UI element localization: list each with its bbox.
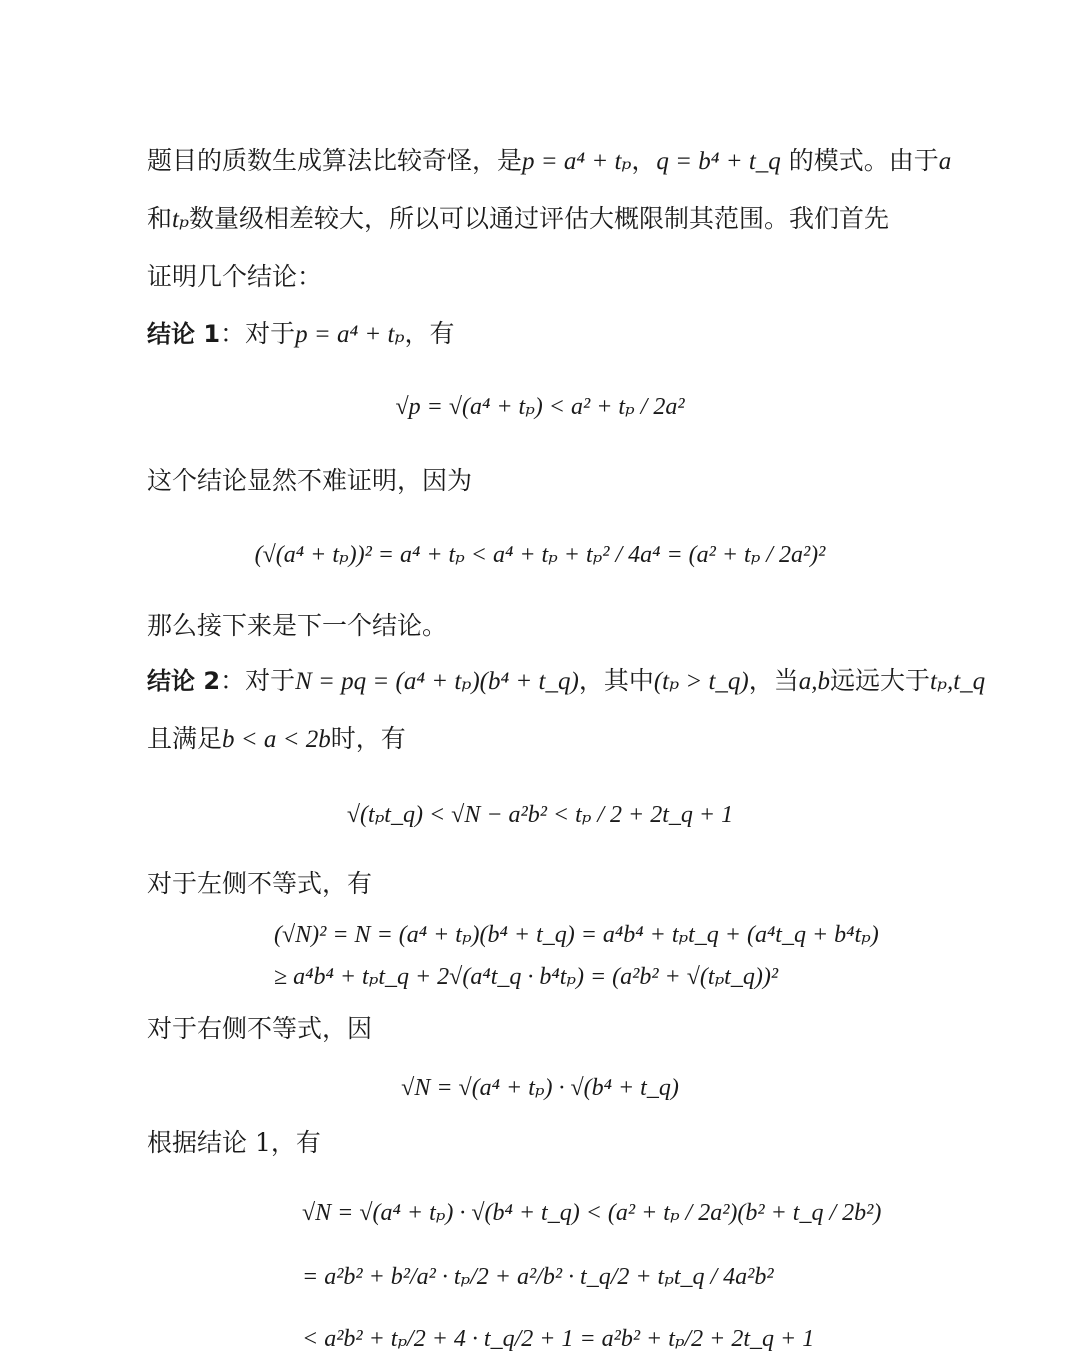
conclusion-2-label: 结论 2 bbox=[147, 667, 221, 695]
transition-text: 那么接下来是下一个结论。 bbox=[147, 611, 448, 640]
right-ineq-formula: √N = √(a⁴ + tₚ) · √(b⁴ + t_q) bbox=[401, 1075, 679, 1101]
left-ineq-line-1: (√N)² = N = (a⁴ + tₚ)(b⁴ + t_q) = a⁴b⁴ + tₚt_q + (a⁴t_q + b⁴tₚ) bbox=[274, 922, 879, 948]
by-conclusion-1: 根据结论 1，有 bbox=[147, 1128, 321, 1157]
left-ineq-intro: 对于左侧不等式，有 bbox=[147, 869, 373, 898]
conclusion-1-statement: 结论 1：对于p = a⁴ + tₚ，有 bbox=[147, 319, 455, 348]
right-ineq-intro: 对于右侧不等式，因 bbox=[147, 1014, 373, 1043]
math-p-def: p = a⁴ + tₚ bbox=[522, 148, 632, 175]
right-ineq-line-3: < a²b² + tₚ/2 + 4 · t_q/2 + 1 = a²b² + tₚ/2 + 2t_q + 1 bbox=[302, 1326, 815, 1352]
conclusion-1-proof-intro: 这个结论显然不难证明，因为 bbox=[147, 466, 473, 495]
conclusion-2-statement: 结论 2：对于N = pq = (a⁴ + tₚ)(b⁴ + t_q)，其中(tₚ > t_q)，当a,b远远大于tₚ,t_q bbox=[147, 666, 986, 695]
intro-line-3: 证明几个结论： bbox=[147, 262, 323, 291]
left-ineq-line-2: ≥ a⁴b⁴ + tₚt_q + 2√(a⁴t_q · b⁴tₚ) = (a²b² + √(tₚt_q))² bbox=[274, 964, 779, 990]
right-ineq-line-1: √N = √(a⁴ + tₚ) · √(b⁴ + t_q) < (a² + tₚ / 2a²)(b² + t_q / 2b²) bbox=[302, 1200, 882, 1226]
intro-line-1: 题目的质数生成算法比较奇怪，是p = a⁴ + tₚ，q = b⁴ + t_q 的模式。由于a bbox=[147, 146, 952, 175]
conclusion-1-label: 结论 1 bbox=[147, 320, 221, 348]
intro-line-2: 和tₚ数量级相差较大，所以可以通过评估大概限制其范围。我们首先 bbox=[147, 204, 889, 233]
right-ineq-line-2: = a²b² + b²/a² · tₚ/2 + a²/b² · t_q/2 + tₚt_q / 4a²b² bbox=[302, 1264, 774, 1290]
conclusion-2-condition: 且满足b < a < 2b时，有 bbox=[147, 724, 406, 753]
conclusion-2-formula: √(tₚt_q) < √N − a²b² < tₚ / 2 + 2t_q + 1 bbox=[346, 802, 734, 828]
math-q-def: q = b⁴ + t_q bbox=[656, 148, 781, 175]
conclusion-1-proof-formula: (√(a⁴ + tₚ))² = a⁴ + tₚ < a⁴ + tₚ + tₚ² / 4a⁴ = (a² + tₚ / 2a²)² bbox=[254, 542, 826, 568]
conclusion-1-formula: √p = √(a⁴ + tₚ) < a² + tₚ / 2a² bbox=[395, 394, 685, 420]
